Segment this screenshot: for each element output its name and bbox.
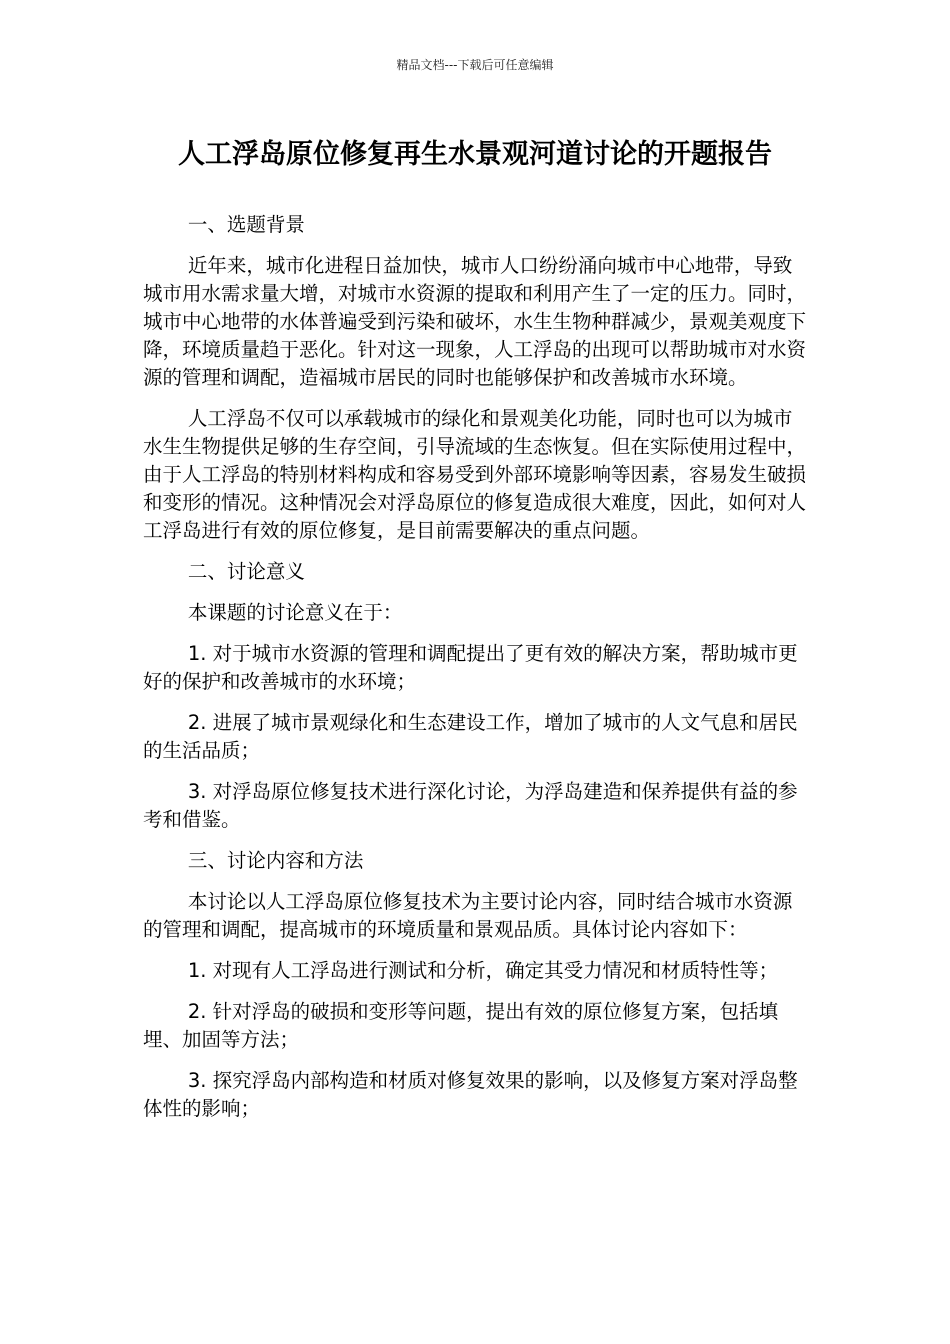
section-heading-background: 一、选题背景 [187, 213, 305, 236]
list-item: 1. 对于城市水资源的管理和调配提出了更有效的解决方案，帮助城市更好的保护和改善城市的水环境； [143, 642, 798, 693]
section-heading-methods: 三、讨论内容和方法 [187, 849, 364, 872]
document-body [143, 211, 808, 1136]
paragraph: 人工浮岛不仅可以承载城市的绿化和景观美化功能，同时也可以为城市水生生物提供足够的生存空间，引导流域的生态恢复。但在实际使用过程中，由于人工浮岛的特别材料构成和容易受到外部环境影响等因素，容易发生破损和变形的情况。这种情况会对浮岛原位的修复造成很大难度，因此，如何对人工浮岛进行有效的原位修复，是目前需要解决的重点问题。 [143, 407, 807, 542]
list-item: 2. 针对浮岛的破损和变形等问题，提出有效的原位修复方案，包括填埋、加固等方法； [143, 1000, 779, 1051]
section-heading-significance: 二、讨论意义 [187, 560, 305, 583]
list-item: 3. 探究浮岛内部构造和材质对修复效果的影响，以及修复方案对浮岛整体性的影响； [143, 1069, 798, 1120]
list-item: 2. 进展了城市景观绿化和生态建设工作，增加了城市的人文气息和居民的生活品质； [143, 711, 798, 762]
document-title: 人工浮岛原位修复再生水景观河道讨论的开题报告 [178, 139, 772, 170]
paragraph: 本讨论以人工浮岛原位修复技术为主要讨论内容，同时结合城市水资源的管理和调配，提高城市的环境质量和景观品质。具体讨论内容如下： [143, 890, 793, 941]
list-item: 3. 对浮岛原位修复技术进行深化讨论，为浮岛建造和保养提供有益的参考和借鉴。 [143, 780, 798, 831]
paragraph: 近年来，城市化进程日益加快，城市人口纷纷涌向城市中心地带，导致城市用水需求量大增，对城市水资源的提取和利用产生了一定的压力。同时，城市中心地带的水体普遍受到污染和破坏，水生生物种群减少，景观美观度下降，环境质量趋于恶化。针对这一现象，人工浮岛的出现可以帮助城市对水资源的管理和调配，造福城市居民的同时也能够保护和改善城市水环境。 [143, 254, 807, 389]
paragraph: 本课题的讨论意义在于： [187, 601, 403, 624]
document-header-note: 精品文档---下载后可任意编辑 [396, 58, 554, 72]
list-item: 1. 对现有人工浮岛进行测试和分析，确定其受力情况和材质特性等； [187, 959, 779, 982]
